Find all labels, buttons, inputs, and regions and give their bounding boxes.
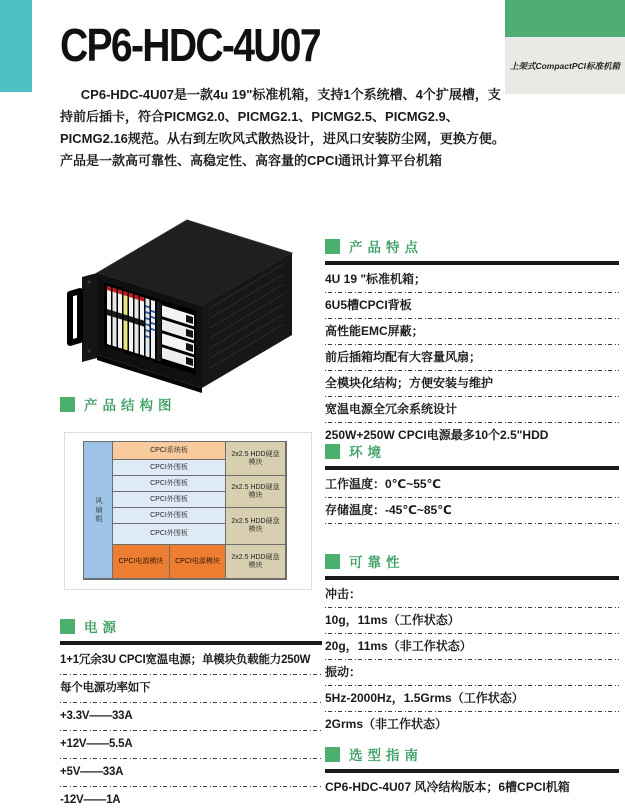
reliability-item: 2Grms（非工作状态）	[325, 717, 448, 731]
section-square-icon	[325, 554, 340, 569]
category-badge-label: 上架式CompactPCI标准机箱	[509, 60, 621, 71]
section-rule	[325, 576, 619, 580]
section-rule	[325, 261, 619, 265]
feature-item: 前后插箱均配有大容量风扇；	[325, 345, 619, 371]
diagram-cell-fan: 风扇组	[84, 442, 113, 579]
diagram-cell-hdd: 2x2.5 HDD硬盘模块	[226, 442, 286, 476]
environment-item: 存储温度：-45℃~85℃	[325, 498, 619, 524]
reliability-item: 20g，11ms（非工作状态）	[325, 634, 619, 660]
category-badge	[505, 37, 625, 94]
reliability-item: 振动：	[325, 660, 619, 686]
power-item: +12V——5.5A	[60, 731, 322, 759]
power-item: 每个电源功率如下	[60, 675, 322, 703]
section-rule	[325, 769, 619, 773]
diagram-cell-peripheral-board: CPCI外围板	[113, 508, 226, 524]
section-features	[325, 236, 619, 449]
product-intro-lead: CP6-HDC-4U07	[80, 87, 174, 102]
diagram-cell-peripheral-board: CPCI外围板	[113, 524, 226, 545]
section-environment	[325, 441, 619, 524]
reliability-title: 可靠性	[349, 555, 405, 570]
section-power	[60, 616, 322, 812]
feature-item: 宽温电源全冗余系统设计	[325, 397, 619, 423]
teal-accent-bar	[0, 0, 32, 92]
reliability-item: 10g，11ms（工作状态）	[325, 608, 619, 634]
feature-item: 6U5槽CPCI背板	[325, 293, 619, 319]
section-rule	[60, 641, 322, 645]
selection-guide-title: 选型指南	[349, 748, 423, 763]
reliability-item: 5Hz-2000Hz，1.5Grms（工作状态）	[325, 686, 619, 712]
product-intro-text: 是一款4u 19"标准机箱，支持1个系统槽、4个扩展槽，支持前后插卡，符合PICMG2.0、PICMG2.1、PICMG2.5、PICMG2.9、PICMG2.16规范。从右到左吹风式散热设计，进风口安装防尘网，更换方便。产品是一款高可靠性、高稳定性、高容量的CPCI通讯计算平台机箱	[60, 87, 505, 168]
diagram-cell-hdd: 2x2.5 HDD硬盘模块	[226, 545, 286, 579]
diagram-cell-peripheral-board: CPCI外围板	[113, 476, 226, 492]
power-item: +5V——33A	[60, 759, 322, 787]
section-square-icon	[325, 444, 340, 459]
section-structure-diagram	[60, 394, 310, 419]
product-intro	[60, 84, 512, 172]
power-item: +3.3V——33A	[60, 703, 322, 731]
feature-item: 4U 19 "标准机箱；	[325, 267, 619, 293]
section-reliability	[325, 551, 619, 738]
section-square-icon	[60, 397, 75, 412]
diagram-cell-hdd: 2x2.5 HDD硬盘模块	[226, 508, 286, 545]
section-square-icon	[325, 239, 340, 254]
feature-item: 高性能EMC屏蔽；	[325, 319, 619, 345]
power-item: -12V——1A	[60, 794, 121, 806]
feature-item: 250W+250W CPCI电源最多10个2.5"HDD	[325, 428, 549, 442]
diagram-cell-peripheral-board: CPCI外围板	[113, 492, 226, 508]
diagram-cell-psu: CPCI电源模块	[113, 545, 170, 579]
section-selection-guide	[325, 744, 619, 801]
feature-item: 全模块化结构；方便安装与维护	[325, 371, 619, 397]
structure-diagram-sheet	[64, 432, 312, 590]
diagram-cell-peripheral-board: CPCI外围板	[113, 460, 226, 476]
selection-guide-item: CP6-HDC-4U07 风冷结构版本；6槽CPCI机箱	[325, 780, 570, 794]
power-title: 电源	[84, 620, 121, 635]
environment-title: 环境	[349, 445, 386, 460]
section-square-icon	[60, 619, 75, 634]
green-accent-block	[505, 0, 625, 37]
chassis-product-image	[52, 198, 340, 396]
diagram-cell-psu: CPCI电源模块	[170, 545, 226, 579]
product-title: CP6-HDC-4U07	[60, 19, 320, 71]
structure-diagram-title: 产品结构图	[84, 398, 177, 413]
structure-diagram-table	[83, 441, 287, 580]
features-title: 产品特点	[349, 240, 423, 255]
section-rule	[325, 466, 619, 470]
diagram-cell-system-board: CPCI系统板	[113, 442, 226, 460]
environment-item: 工作温度：0℃~55℃	[325, 472, 619, 498]
diagram-cell-hdd: 2x2.5 HDD硬盘模块	[226, 476, 286, 508]
reliability-item: 冲击：	[325, 582, 619, 608]
section-square-icon	[325, 747, 340, 762]
power-item: 1+1冗余3U CPCI宽温电源；单模块负载能力250W	[60, 647, 322, 675]
